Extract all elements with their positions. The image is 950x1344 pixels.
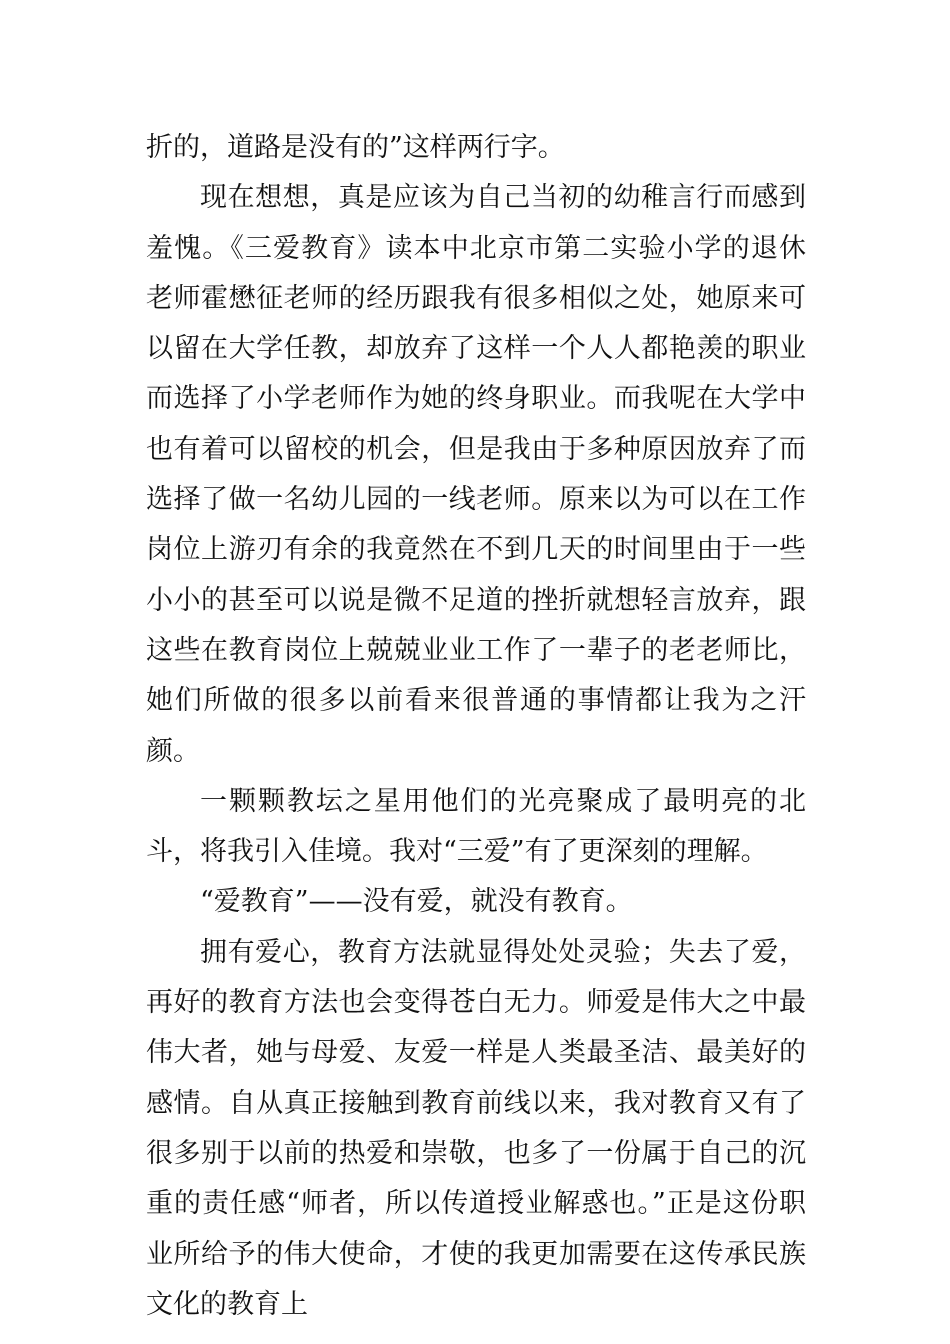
document-body [146,123,806,1330]
paragraph-1: 折的，道路是没有的”这样两行字。 [146,132,565,163]
paragraph-2: 现在想想，真是应该为自己当初的幼稚言行而感到羞愧。《三爱教育》读本中北京市第二实验小学的退休老师霍懋征老师的经历跟我有很多相似之处，她原来可以留在大学任教，却放弃了这样一个人人都艳羡的职业而选择了小学老师作为她的终身职业。而我呢在大学中也有着可以留校的机会，但是我由于多种原因放弃了而选择了做一名幼儿园的一线老师。原来以为可以在工作岗位上游刃有余的我竟然在不到几天的时间里由于一些小小的甚至可以说是微不足道的挫折就想轻言放弃，跟这些在教育岗位上兢兢业业工作了一辈子的老老师比，她们所做的很多以前看来很普通的事情都让我为之汗颜。 [146,182,806,767]
paragraph-4: “爱教育”——没有爱，就没有教育。 [200,886,633,918]
paragraph-5: 拥有爱心，教育方法就显得处处灵验；失去了爱，再好的教育方法也会变得苍白无力。师爱是伟大之中最伟大者，她与母爱、友爱一样是人类最圣洁、最美好的感情。自从真正接触到教育前线以来，我对教育又有了很多别于以前的热爱和崇敬，也多了一份属于自己的沉重的责任感“师者，所以传道授业解惑也。”正是这份职业所给予的伟大使命，才使的我更加需要在这传承民族文化的教育上 [146,936,806,1320]
paragraph-3: 一颗颗教坛之星用他们的光亮聚成了最明亮的北斗，将我引入佳境。我对“三爱”有了更深刻的理解。 [146,785,806,868]
